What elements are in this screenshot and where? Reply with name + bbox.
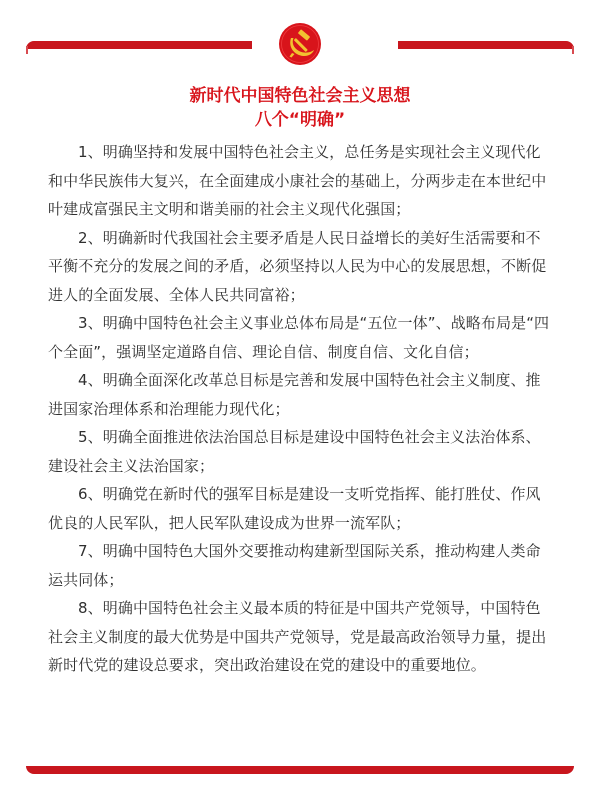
principle-item-2: 2、明确新时代我国社会主要矛盾是人民日益增长的美好生活需要和不平衡不充分的发展之间的矛盾，必须坚持以人民为中心的发展思想，不断促进人的全面发展、全体人民共同富裕； xyxy=(48,228,547,304)
principle-item-3: 3、明确中国特色社会主义事业总体布局是“五位一体”、战略布局是“四个全面”，强调坚定道路自信、理论自信、制度自信、文化自信； xyxy=(48,314,550,361)
right-frame-stub xyxy=(572,46,574,54)
page-title xyxy=(0,84,600,132)
principle-item-7: 7、明确中国特色大国外交要推动构建新型国际关系，推动构建人类命运共同体； xyxy=(48,542,541,589)
title-line-2: 八个“明确” xyxy=(254,110,346,130)
left-frame-stub xyxy=(26,46,28,54)
principle-item-1: 1、明确坚持和发展中国特色社会主义，总任务是实现社会主义现代化和中华民族伟大复兴，在全面建成小康社会的基础上，分两步走在本世纪中叶建成富强民主文明和谐美丽的社会主义现代化强国； xyxy=(48,143,547,218)
principle-item-8: 8、明确中国特色社会主义最本质的特征是中国共产党领导，中国特色社会主义制度的最大优势是中国共产党领导，党是最高政治领导力量，提出新时代党的建设总要求，突出政治建设在党的建设中的重要地位。 xyxy=(48,599,547,674)
bottom-frame-bar xyxy=(26,766,574,774)
principle-item-6: 6、明确党在新时代的强军目标是建设一支听党指挥、能打胜仗、作风优良的人民军队，把人民军队建设成为世界一流军队； xyxy=(48,485,541,532)
party-emblem-icon xyxy=(278,22,322,66)
principle-item-5: 5、明确全面推进依法治国总目标是建设中国特色社会主义法治体系、建设社会主义法治国家； xyxy=(48,428,541,475)
title-line-1: 新时代中国特色社会主义思想 xyxy=(189,86,411,106)
top-right-frame-bar xyxy=(398,41,574,49)
principles-list xyxy=(48,138,554,680)
top-left-frame-bar xyxy=(26,41,252,49)
principle-item-4: 4、明确全面深化改革总目标是完善和发展中国特色社会主义制度、推进国家治理体系和治理能力现代化； xyxy=(48,371,541,418)
